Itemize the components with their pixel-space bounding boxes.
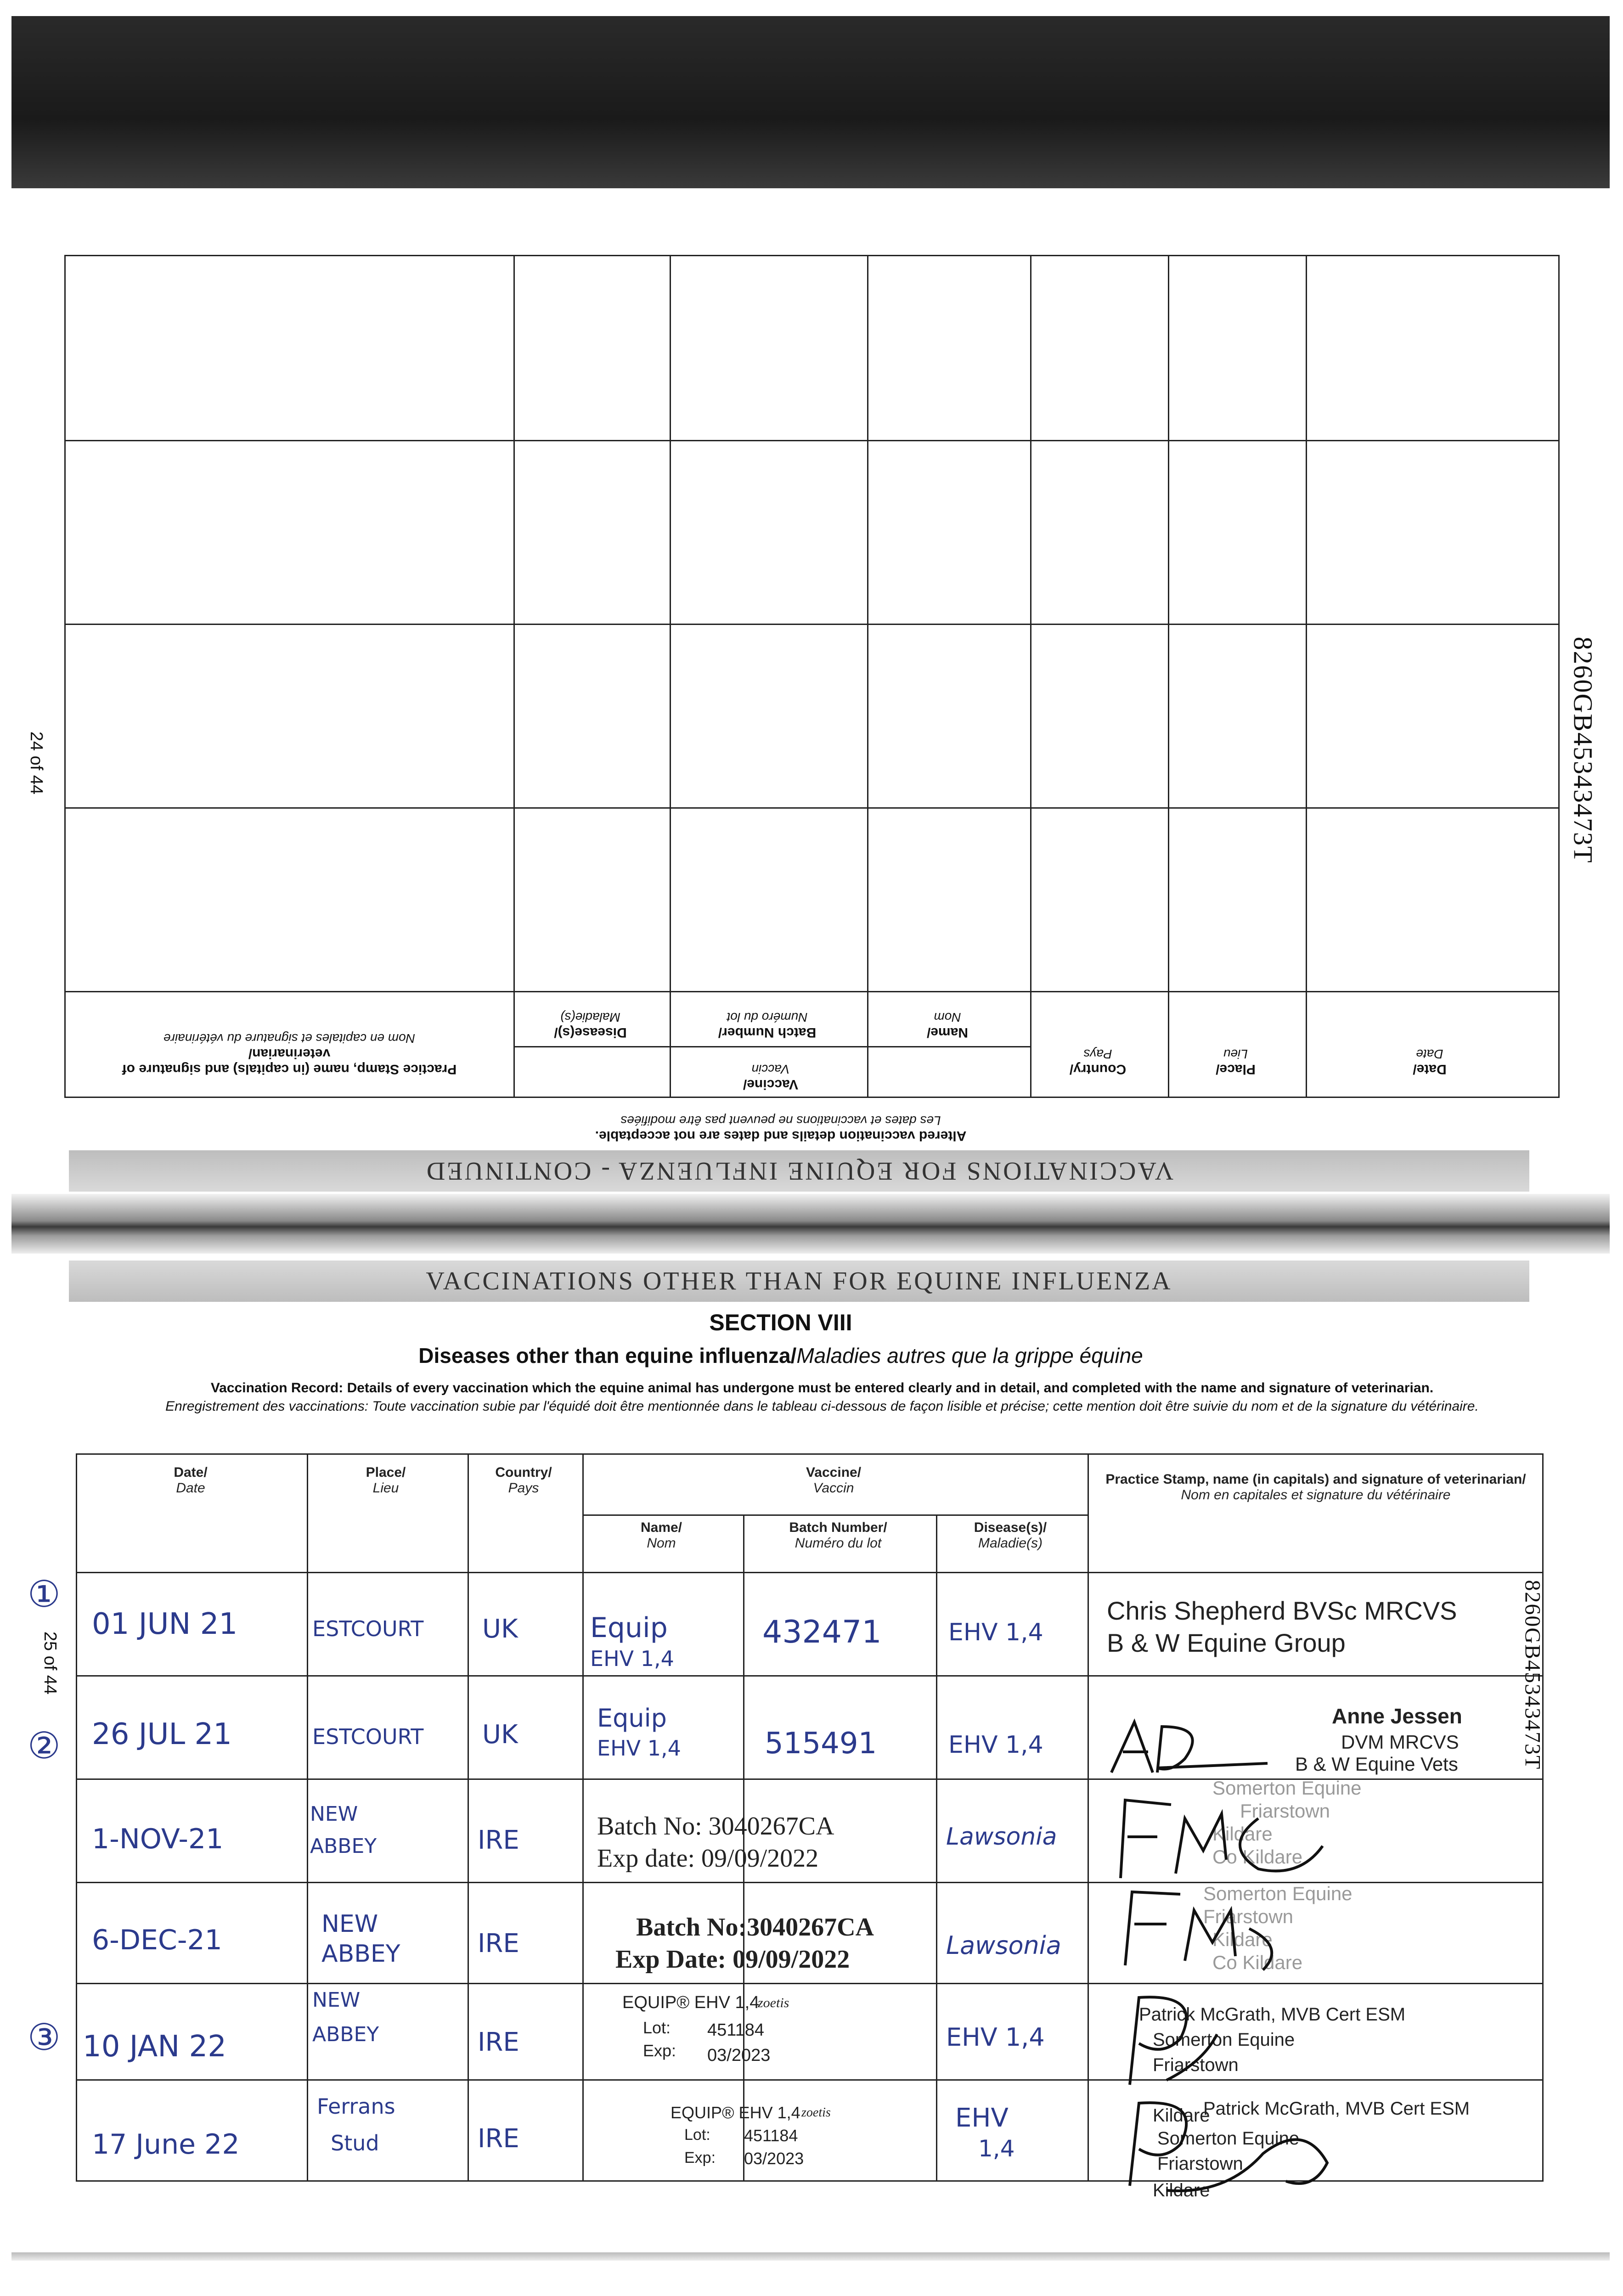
row3-stamp-3: Kildare: [1212, 1823, 1273, 1845]
row6-place-2: Stud: [331, 2131, 379, 2155]
header-disease: Disease(s)/ Maladie(s): [974, 1520, 1047, 1551]
row3-place-1: NEW: [310, 1802, 358, 1826]
row6-label-brand: zoetis: [801, 2105, 831, 2120]
upper-side-code: 8260GB45343473T: [1568, 636, 1598, 864]
row6-disease-2: 1,4: [978, 2135, 1015, 2162]
row2-stamp-2: DVM MRCVS: [1341, 1731, 1459, 1753]
row4-stamp-4: Co Kildare: [1212, 1952, 1303, 1973]
row2-name-2: EHV 1,4: [597, 1736, 681, 1761]
row6-stamp-1: Kildare: [1153, 2105, 1210, 2126]
row2-date: 26 JUL 21: [92, 1717, 232, 1751]
row4-date: 6-DEC-21: [92, 1924, 222, 1956]
row1-stamp-2: B & W Equine Group: [1107, 1628, 1346, 1657]
header-vaccine: Vaccine/ Vaccin: [806, 1465, 862, 1496]
row3-country: IRE: [478, 1825, 519, 1855]
row6-place-1: Ferrans: [317, 2094, 395, 2119]
lower-side-code: 8260GB45343473T: [1520, 1580, 1545, 1770]
margin-mark-1: ①: [28, 1573, 61, 1615]
row4-place-2: ABBEY: [321, 1940, 400, 1968]
upper-header-disease: Disease(s)/ Maladie(s): [554, 1010, 627, 1040]
row2-country: UK: [482, 1720, 518, 1750]
row5-stamp-3: Friarstown: [1153, 2055, 1239, 2075]
row5-disease: EHV 1,4: [946, 2023, 1045, 2052]
row2-name-1: Equip: [597, 1704, 667, 1733]
row1-country: UK: [482, 1614, 518, 1644]
row5-label-exp: 03/2023: [707, 2046, 771, 2065]
header-batch: Batch Number/ Numéro du lot: [789, 1520, 887, 1551]
row6-stamp-3: Somerton Equine: [1157, 2128, 1300, 2149]
lower-page-number: 25 of 44: [40, 1631, 60, 1695]
row1-place: ESTCOURT: [312, 1616, 424, 1641]
header-country: Country/ Pays: [495, 1465, 552, 1496]
row5-place-2: ABBEY: [312, 2023, 379, 2046]
row4-sticker-1: Batch No:3040267CA: [636, 1913, 874, 1941]
upper-page-number: 24 of 44: [27, 731, 46, 795]
row3-place-2: ABBEY: [310, 1835, 377, 1858]
row5-label-exp-key: Exp:: [643, 2041, 676, 2060]
upper-page-table: [64, 255, 1560, 1098]
row3-signature: [1107, 1791, 1346, 1887]
row6-country: IRE: [478, 2124, 519, 2154]
row5-stamp-2: Somerton Equine: [1153, 2030, 1295, 2050]
row3-stamp-1: Somerton Equine: [1212, 1777, 1362, 1799]
row2-batch: 515491: [765, 1727, 877, 1761]
header-practice: Practice Stamp, name (in capitals) and signature of veterinarian/ Nom en capitales et signature du vétérinaire: [1105, 1472, 1526, 1503]
row4-signature: [1111, 1883, 1332, 1975]
row5-country: IRE: [478, 2027, 519, 2057]
row4-stamp-1: Somerton Equine: [1203, 1883, 1352, 1904]
row2-stamp-3: B & W Equine Vets: [1295, 1753, 1458, 1775]
row6-label-exp-key: Exp:: [684, 2149, 716, 2167]
lower-banner: VACCINATIONS OTHER THAN FOR EQUINE INFLUENZA: [69, 1261, 1529, 1302]
row2-place: ESTCOURT: [312, 1724, 424, 1749]
row5-label-lot: 451184: [707, 2020, 764, 2040]
row4-sticker-2: Exp Date: 09/09/2022: [615, 1945, 850, 1974]
page-fold: [11, 1194, 1610, 1254]
row6-label-lot: 451184: [744, 2126, 798, 2145]
section-title: SECTION VIII: [709, 1310, 852, 1335]
row5-stamp-1: Patrick McGrath, MVB Cert ESM: [1139, 2004, 1406, 2025]
row5-label-brand: zoetis: [758, 1995, 789, 2010]
scan-bottom-edge: [11, 2252, 1610, 2261]
row2-stamp-1: Anne Jessen: [1332, 1704, 1462, 1728]
row5-label-product: EQUIP® EHV 1,4: [622, 1993, 760, 2012]
margin-mark-2: ②: [28, 1724, 61, 1767]
row5-place-1: NEW: [312, 1988, 361, 2012]
header-date: Date/ Date: [174, 1465, 208, 1496]
record-instructions: Vaccination Record: Details of every vaccination which the equine animal has undergone must be entered clearly and in detail, and completed with the name and signature of veterinarian.: [210, 1380, 1434, 1396]
upper-header-practice: Practice Stamp, name (in capitals) and signature of veterinarian/ Nom en capitales et signature du vétérinaire: [122, 1031, 457, 1077]
row3-disease: Lawsonia: [946, 1823, 1057, 1851]
upper-banner: VACCINATIONS FOR EQUINE INFLUENZA - CONTINUED: [69, 1150, 1529, 1192]
row5-label-lot-key: Lot:: [643, 2018, 671, 2037]
row2-signature: [1102, 1708, 1277, 1782]
row6-stamp-5: Kildare: [1153, 2180, 1210, 2200]
row2-disease: EHV 1,4: [948, 1731, 1043, 1759]
upper-header-vaccine: Vaccine/ Vaccin: [743, 1062, 799, 1092]
upper-header-place-cell: Place/ Lieu: [1216, 1047, 1256, 1077]
row5-date: 10 JAN 22: [83, 2030, 226, 2064]
record-instructions-fr: Enregistrement des vaccinations: Toute vaccination subie par l'équidé doit être mentionnée dans le tableau ci-dessous de façon lisible et précise; cette mention doit être suivie du nom et de la signature du vétérinaire.: [165, 1399, 1479, 1414]
row3-date: 1-NOV-21: [92, 1823, 224, 1855]
header-place: Place/ Lieu: [366, 1465, 406, 1496]
row6-stamp-4: Friarstown: [1157, 2154, 1243, 2174]
row4-stamp-3: Kildare: [1212, 1929, 1273, 1950]
row6-stamp-2: Patrick McGrath, MVB Cert ESM: [1203, 2099, 1470, 2119]
upper-header-date: Date/ Date: [1413, 1047, 1447, 1077]
row4-place-1: NEW: [321, 1910, 378, 1938]
row1-stamp-1: Chris Shepherd BVSc MRCVS: [1107, 1596, 1457, 1625]
row5-signature: [1111, 1988, 1231, 2089]
row1-name-2: EHV 1,4: [590, 1646, 674, 1671]
row6-label-exp: 03/2023: [744, 2149, 804, 2168]
upper-altered-note: Altered vaccination details and dates are not acceptable. Les dates et vaccinations ne peuvent pas être modifiées: [595, 1114, 967, 1143]
row3-stamp-4: Co Kildare: [1212, 1846, 1303, 1868]
row4-country: IRE: [478, 1929, 519, 1958]
margin-mark-3: ③: [28, 2016, 61, 2059]
row1-name-1: Equip: [590, 1612, 668, 1644]
row3-sticker-1: Batch No: 3040267CA: [597, 1812, 834, 1840]
row6-label-lot-key: Lot:: [684, 2126, 710, 2144]
scan-dark-strip: [11, 16, 1610, 188]
row4-disease: Lawsonia: [946, 1931, 1061, 1960]
upper-header-batch: Batch Number/ Numéro du lot: [718, 1010, 817, 1040]
row6-date: 17 June 22: [92, 2128, 240, 2161]
row1-date: 01 JUN 21: [92, 1607, 238, 1641]
row6-disease-1: EHV: [955, 2103, 1009, 2133]
row1-batch: 432471: [762, 1614, 882, 1650]
upper-header-name: Name/ Nom: [926, 1010, 969, 1040]
row3-sticker-2: Exp date: 09/09/2022: [597, 1844, 819, 1873]
row6-label-product: EQUIP® EHV 1,4: [671, 2103, 800, 2122]
row4-stamp-2: Friarstown: [1203, 1906, 1294, 1927]
section-subtitle: Diseases other than equine influenza/Maladies autres que la grippe équine: [418, 1344, 1143, 1367]
upper-header-country: Country/ Pays: [1069, 1047, 1127, 1077]
row6-signature: [1111, 2094, 1350, 2200]
row1-disease: EHV 1,4: [948, 1619, 1043, 1646]
header-name: Name/ Nom: [640, 1520, 682, 1551]
row3-stamp-2: Friarstown: [1240, 1800, 1330, 1822]
